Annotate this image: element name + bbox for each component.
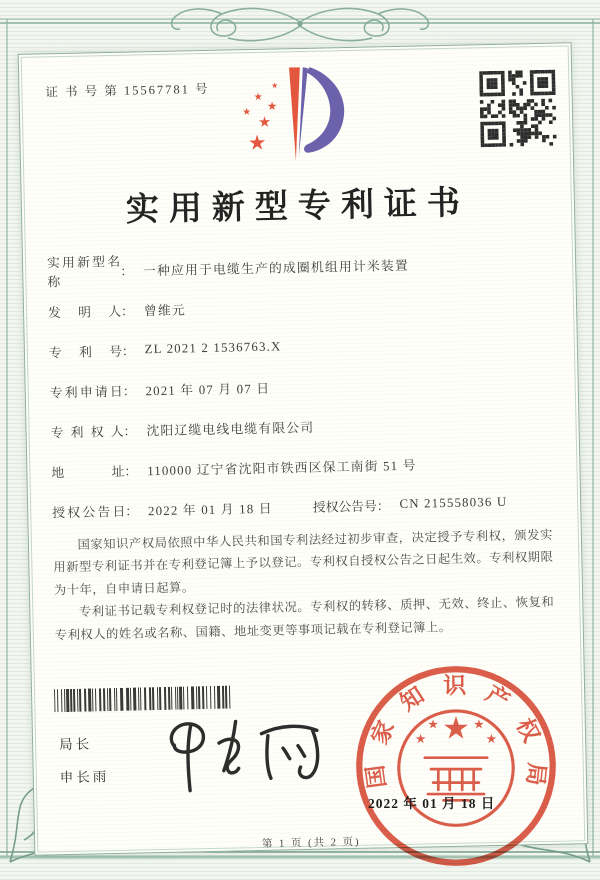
cnipa-logo-icon bbox=[231, 64, 351, 170]
field-list bbox=[47, 241, 559, 532]
field-value: 110000 辽宁省沈阳市铁西区保工南街 51 号 bbox=[147, 458, 417, 478]
body-paragraph: 专利证书记载专利权登记时的法律状况。专利权的转移、质押、无效、终止、恢复和专利权人的姓名或名称、国籍、地址变更等事项记载在专利登记簿上。 bbox=[54, 594, 555, 642]
field-colon: ： bbox=[122, 383, 136, 399]
director-block bbox=[59, 727, 110, 794]
legal-text bbox=[53, 524, 555, 646]
field-value: 曾维元 bbox=[143, 302, 187, 318]
seal-text: 国家知识产权局 bbox=[362, 673, 550, 790]
field-value: 2022 年 01 月 18 日 bbox=[147, 501, 273, 518]
field-value: 沈阳辽缆电线电缆有限公司 bbox=[146, 420, 315, 438]
certificate-title: 实用新型专利证书 bbox=[125, 185, 471, 229]
page-footer: 第 1 页 (共 2 页) bbox=[261, 836, 361, 850]
field-label: 实用新型名称 bbox=[46, 254, 121, 290]
field-value: CN 215558036 U bbox=[399, 494, 508, 511]
field-value: 一种应用于电缆生产的成圈机组用计米装置 bbox=[142, 258, 410, 278]
field-colon: ： bbox=[120, 264, 134, 279]
director-title: 局长 bbox=[58, 736, 93, 753]
field-colon: ： bbox=[123, 423, 137, 439]
official-seal bbox=[352, 662, 560, 870]
body-paragraph: 国家知识产权局依照中华人民共和国专利法经过初步审查，决定授予专利权，颁发实用新型专利证书并在专利登记簿上予以登记。专利权自授权公告之日起生效。专利权期限为十年，自申请日起算。 bbox=[53, 527, 554, 598]
field-value: ZL 2021 2 1536763.X bbox=[144, 338, 282, 356]
director-name: 申长雨 bbox=[59, 769, 110, 786]
field-label: 授权公告日 bbox=[52, 504, 126, 520]
field-label: 专利申请日 bbox=[49, 384, 123, 400]
field-label: 专利权人 bbox=[50, 424, 124, 440]
seal-date: 2022 年 01 月 18 日 bbox=[368, 796, 496, 811]
field-colon: ： bbox=[121, 344, 135, 359]
qr-code bbox=[479, 70, 557, 148]
top-flourish-icon bbox=[172, 8, 303, 40]
certificate-number: 证 书 号 第 15567781 号 bbox=[45, 81, 210, 100]
field-label: 地址 bbox=[51, 464, 125, 480]
field-colon: ： bbox=[125, 503, 139, 519]
field-label: 授权公告号 bbox=[312, 498, 377, 515]
field-label: 专利号 bbox=[48, 344, 123, 360]
field-label: 发明人 bbox=[47, 304, 122, 320]
field-colon: ： bbox=[124, 463, 138, 479]
director-signature bbox=[152, 704, 339, 804]
field-colon: ： bbox=[376, 498, 390, 513]
field-value: 2021 年 07 月 07 日 bbox=[145, 381, 271, 398]
field-colon: ： bbox=[120, 304, 135, 319]
